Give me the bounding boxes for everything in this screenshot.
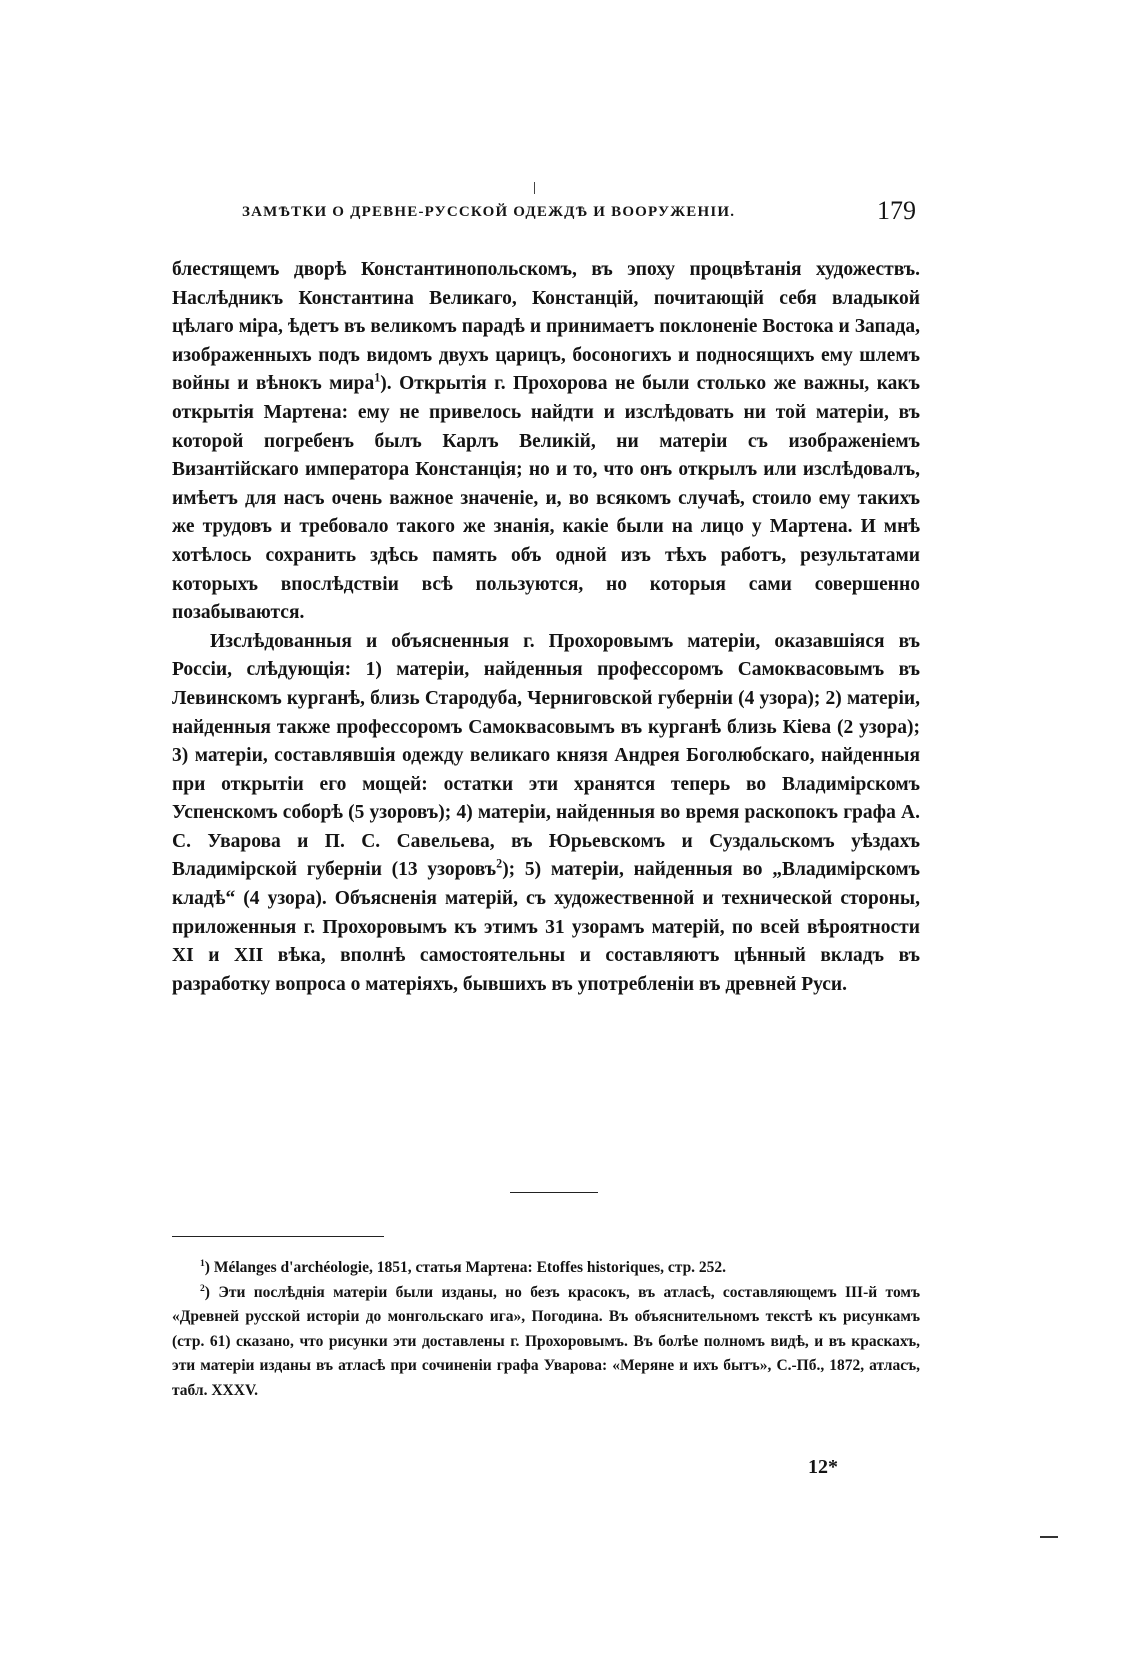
- paragraph-2-text-b: ); 5) матеріи, найденныя во „Владимірскомъ кладѣ“ (4 узора). Объясненія матерій, съ художественной и технической стороны, приложенныя г. Прохоровымъ къ этимъ 31 узорамъ матерій, по всей вѣроятности XI и XII вѣка, вполнѣ самостоятельны и составляютъ цѣнный вкладъ въ разработку вопроса о матеріяхъ, бывшихъ въ употребленіи въ древней Руси.: [172, 859, 920, 995]
- page-header: [236, 196, 916, 226]
- footnotes: [172, 1256, 920, 1404]
- paragraph-1: [172, 256, 920, 628]
- footnote-rule: [172, 1236, 384, 1237]
- body-text: [172, 256, 920, 999]
- paragraph-1-continuation: ). Открытія г. Прохорова не были столько же важны, какъ открытія Мартена: ему не привелось найдти и изслѣдовать ни той матеріи, въ которой погребенъ былъ Карлъ Великій, ни матеріи съ изображеніемъ Византійскаго императора Констанція; но и то, что онъ открылъ или изслѣдовалъ, имѣетъ для насъ очень важное значеніе, и, во всякомъ случаѣ, стоило ему такихъ же трудовъ и требовало такого же знанія, какіе были на лицо у Мартена. И мнѣ хотѣлось сохранить здѣсь память объ одной изъ тѣхъ работъ, результатами которыхъ впослѣдствіи всѣ пользуются, но которыя сами совершенно позабываются.: [172, 373, 920, 624]
- running-head: ЗАМѢТКИ О ДРЕВНЕ-РУССКОЙ ОДЕЖДѢ И ВООРУЖЕНІИ.: [242, 204, 736, 220]
- footnote-1-mark: 1: [200, 1257, 205, 1269]
- footnote-2: [172, 1281, 920, 1404]
- section-separator: [510, 1192, 598, 1193]
- page-number: 179: [877, 196, 916, 225]
- footnote-1: [172, 1256, 920, 1281]
- margin-dash: [1040, 1536, 1058, 1538]
- footnote-2-mark: 2: [200, 1282, 205, 1294]
- paragraph-2-text-a: Изслѣдованныя и объясненныя г. Прохоровымъ матеріи, оказавшіяся въ Россіи, слѣдующія: 1) матеріи, найденныя профессоромъ Самоквасовымъ въ Левинскомъ курганѣ, близь Стародуба, Черниговской губерніи (4 узора); 2) матеріи, найденныя также профессоромъ Самоквасовымъ въ курганѣ близь Кіева (2 узора); 3) матеріи, составлявшія одежду великаго князя Андрея Боголюбскаго, найденныя при открытіи его мощей: остатки эти хранятся теперь во Владимірскомъ Успенскомъ соборѣ (5 узоровъ); 4) матеріи, найденныя во время раскопокъ графа А. С. Уварова и П. С. Савельева, въ Юрьевскомъ и Суздальскомъ уѣздахъ Владимірской губерніи (13 узоровъ: [172, 630, 920, 881]
- footnote-2-text: ) Эти послѣднія матеріи были изданы, но безъ красокъ, въ атласѣ, составляющемъ III-й томъ «Древней русской исторіи до монгольскаго ига», Погодина. Въ объяснительномъ текстѣ къ рисункамъ (стр. 61) сказано, что рисунки эти доставлены г. Прохоровымъ. Въ болѣе полномъ видѣ, и въ краскахъ, эти матеріи изданы въ атласѣ при сочиненіи графа Уварова: «Меряне и ихъ бытъ», С.-Пб., 1872, атласъ, табл. XXXV.: [172, 1283, 920, 1399]
- footnote-ref-2: 2: [496, 856, 503, 871]
- margin-tick-mark: [534, 182, 535, 194]
- footnote-ref-1: 1: [374, 370, 381, 385]
- footnote-1-text: ) Mélanges d'archéologie, 1851, статья Мартена: Etoffes historiques, стр. 252.: [204, 1259, 727, 1276]
- paragraph-1-text: блестящемъ дворѣ Константинопольскомъ, въ эпоху процвѣтанія художествъ. Наслѣдникъ Константина Великаго, Констанцій, почитающій себя владыкой цѣлаго міра, ѣдетъ въ великомъ парадѣ и принимаетъ поклоненіе Востока и Запада, изображенныхъ подъ видомъ двухъ царицъ, босоногихъ и подносящихъ ему шлемъ войны и вѣнокъ мира: [172, 259, 920, 395]
- paragraph-2: [172, 628, 920, 1000]
- signature-mark: 12*: [808, 1456, 838, 1478]
